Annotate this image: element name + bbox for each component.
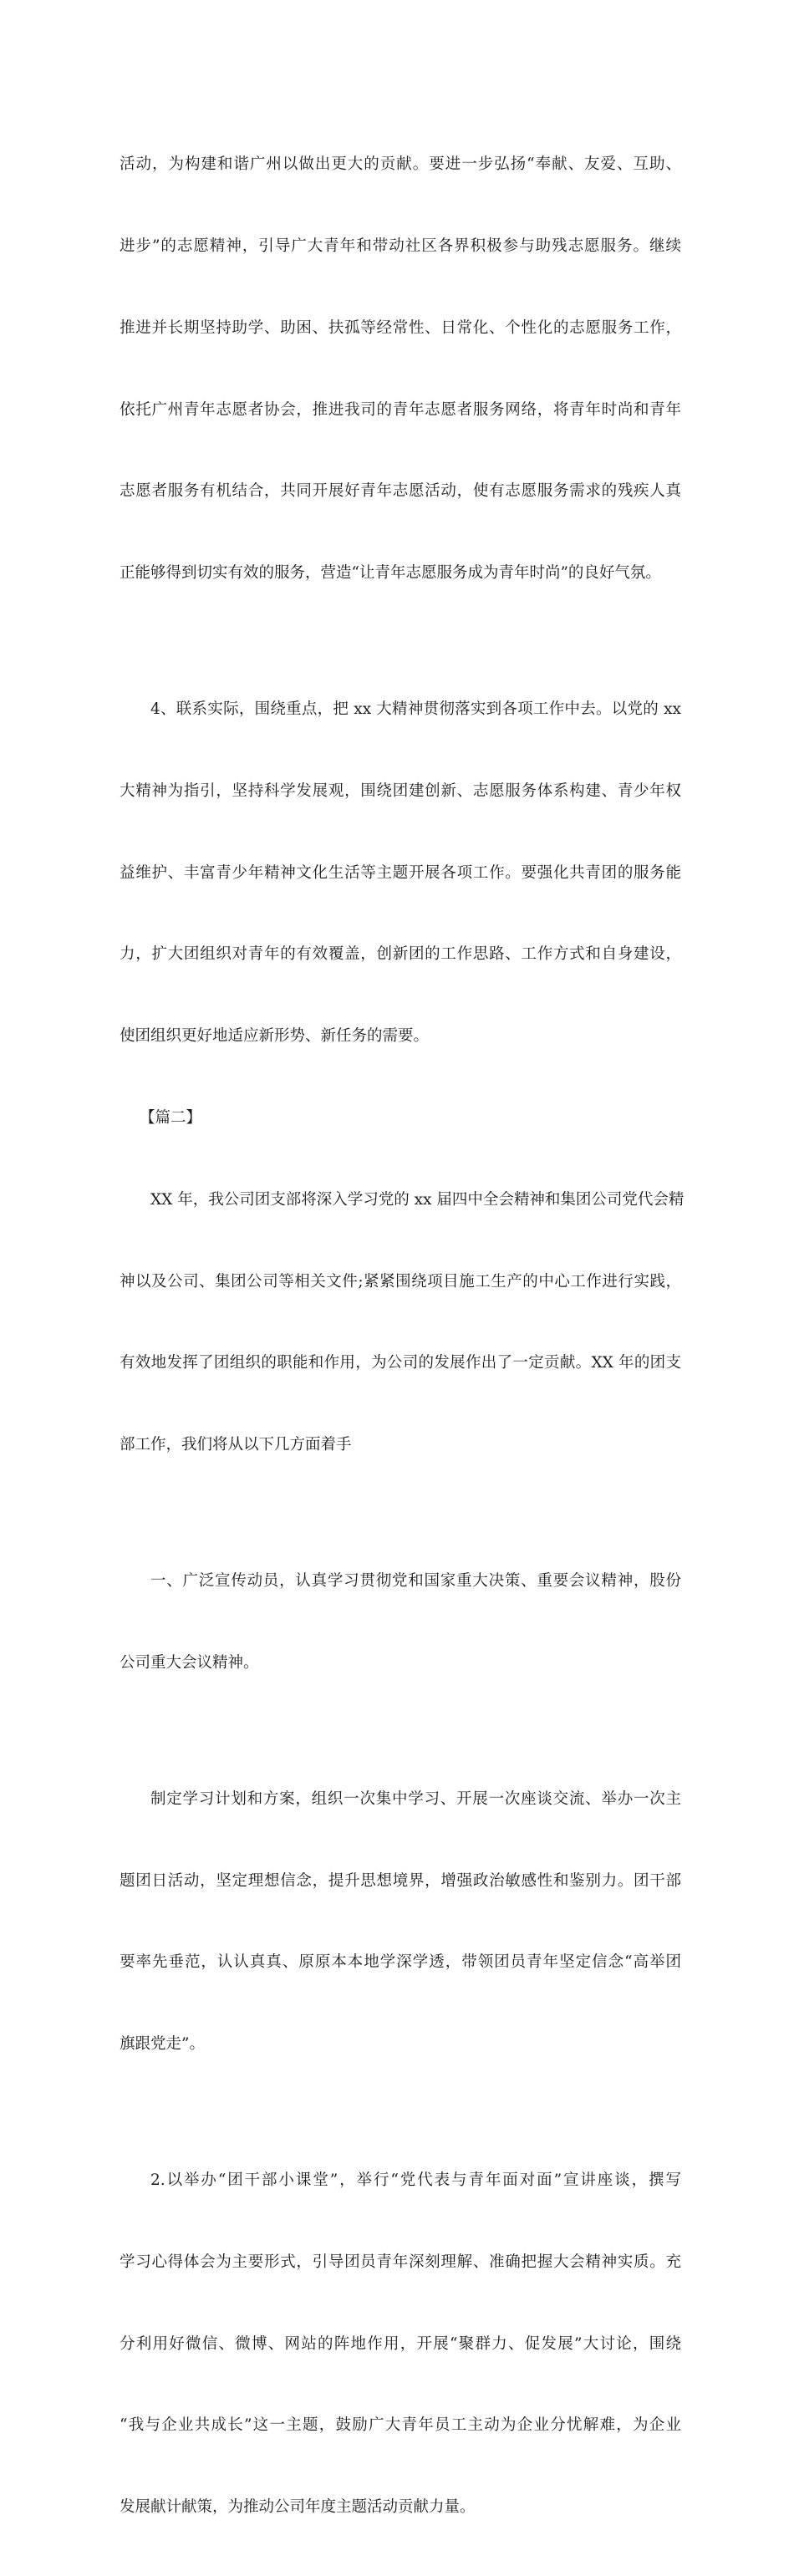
text-line: 神以及公司、集团公司等相关文件;紧紧围绕项目施工生产的中心工作进行实践， [120, 1272, 681, 1291]
text-line: 益维护、丰富青少年精神文化生活等主题开展各项工作。要强化共青团的服务能 [120, 863, 681, 882]
text-line: 使团组织更好地适应新形势、新任务的需要。 [120, 1027, 430, 1046]
text-line: 要率先垂范，认认真真、原原本本地学深学透，带领团员青年坚定信念“高举团 [120, 1953, 681, 1972]
text-line: 制定学习计划和方案，组织一次集中学习、开展一次座谈交流、举办一次主 [150, 1789, 681, 1808]
paragraph [120, 642, 681, 1105]
paragraph [120, 1514, 681, 1732]
document-body [120, 97, 685, 2576]
paragraph [120, 2113, 681, 2576]
text-line: 学习心得体会为主要形式，引导团员青年深刻理解、准确把握大会精神实质。充 [120, 2253, 681, 2271]
text-line: 活动，为构建和谐广州以做出更大的贡献。要进一步弘扬“奉献、友爱、互助、 [120, 155, 681, 174]
text-line: 4、联系实际，围绕重点，把 xx 大精神贯彻落实到各项工作中去。以党的 xx [150, 700, 681, 719]
text-line: 分利用好微信、微博、网站的阵地作用，开展“聚群力、促发展”大讨论，围绕 [120, 2334, 681, 2353]
paragraph [120, 1732, 681, 2113]
text-line: 部工作，我们将从以下几方面着手 [120, 1436, 352, 1454]
text-line: 依托广州青年志愿者协会，推进我司的青年志愿者服务网络，将青年时尚和青年 [120, 400, 681, 419]
text-line: 大精神为指引，坚持科学发展观，围绕团建创新、志愿服务体系构建、青少年权 [120, 781, 681, 800]
text-line: 一、广泛宣传动员，认真学习贯彻党和国家重大决策、重要会议精神，股份 [150, 1572, 681, 1591]
text-line: 题团日活动，坚定理想信念，提升思想境界，增强政治敏感性和鉴别力。团干部 [120, 1871, 681, 1890]
text-line: 进步”的志愿精神，引导广大青年和带动社区各界积极参与助残志愿服务。继续 [120, 237, 681, 255]
text-line: 旗跟党走”。 [120, 2035, 205, 2054]
text-line: 志愿者服务有机结合，共同开展好青年志愿活动，使有志愿服务需求的残疾人真 [120, 482, 681, 501]
text-line: 公司重大会议精神。 [120, 1653, 259, 1672]
text-line: 力，扩大团组织对青年的有效覆盖，创新团的工作思路、工作方式和自身建设， [120, 945, 681, 964]
text-line: 2.以举办“团干部小课堂”，举行“党代表与青年面对面”宣讲座谈，撰写 [150, 2171, 681, 2190]
paragraph [120, 1133, 685, 1514]
text-line: XX 年，我公司团支部将深入学习党的 xx 届四中全会精神和集团公司党代会精 [150, 1190, 685, 1209]
text-line: 有效地发挥了团组织的职能和作用，为公司的发展作出了一定贡献。XX 年的团支 [120, 1354, 681, 1372]
text-line: 推进并长期坚持助学、助困、扶孤等经常性、日常化、个性化的志愿服务工作， [120, 318, 681, 337]
text-line: “我与企业共成长”这一主题，鼓励广大青年员工主动为企业分忧解难，为企业 [120, 2416, 681, 2435]
paragraph [120, 97, 681, 642]
text-line: 发展献计献策，为推动公司年度主题活动贡献力量。 [120, 2498, 476, 2517]
text-line: 正能够得到切实有效的服务，营造“让青年志愿服务成为青年时尚”的良好气氛。 [120, 564, 661, 583]
section-heading: 【篇二】 [140, 1108, 202, 1127]
